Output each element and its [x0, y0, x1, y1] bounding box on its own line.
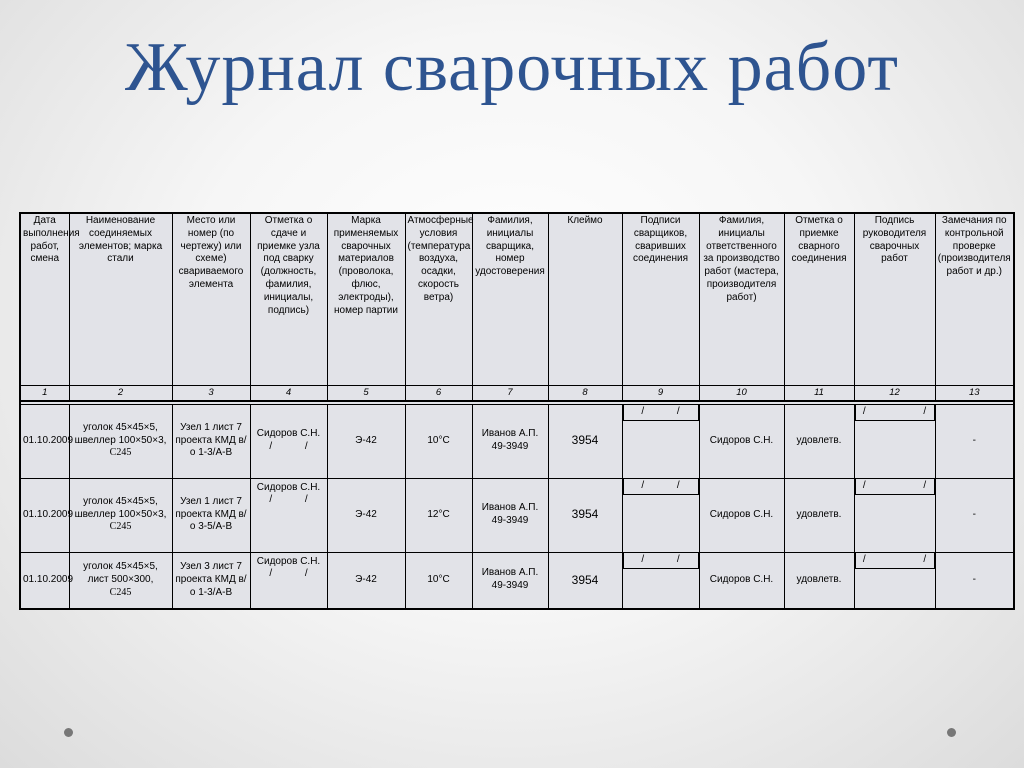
date-cell: 01.10.2009: [20, 478, 69, 552]
material-cell: Э-42: [327, 404, 405, 478]
welding-journal-table: [19, 212, 1015, 610]
material-cell: Э-42: [327, 478, 405, 552]
acceptance-cell: Сидоров С.Н. / /: [250, 404, 327, 478]
weather-cell: 12°С: [405, 478, 472, 552]
column-number-row: [20, 385, 1014, 401]
slide-dot-left: [64, 728, 73, 737]
header-row: [20, 213, 1014, 385]
steel-grade: С245: [109, 447, 132, 459]
remarks-cell: -: [935, 404, 1014, 478]
column-number: 13: [935, 385, 1014, 401]
acceptance-mark-cell: удовлетв.: [784, 478, 854, 552]
header-cell: Клеймо: [548, 213, 622, 385]
header-cell: Атмосферные условия (температура воздуха, осадки, скорость ветра): [405, 213, 472, 385]
place-cell: Узел 1 лист 7 проекта КМД в/о 1-3/А-В: [172, 404, 250, 478]
responsible-cell: Сидоров С.Н.: [699, 404, 784, 478]
place-cell: Узел 3 лист 7 проекта КМД в/о 1-3/А-В: [172, 552, 250, 609]
head-sign-cell: / /: [855, 478, 935, 495]
place-cell: Узел 1 лист 7 проекта КМД в/о 3-5/А-В: [172, 478, 250, 552]
page-title: Журнал сварочных работ: [125, 29, 899, 106]
slide-dot-right: [947, 728, 956, 737]
column-number: 11: [784, 385, 854, 401]
header-cell: Фамилия, инициалы ответственного за производство работ (мастера, производителя работ): [699, 213, 784, 385]
column-number: 12: [854, 385, 935, 401]
acceptance-cell: Сидоров С.Н. / /: [250, 478, 327, 552]
steel-grade: С245: [109, 521, 132, 533]
stamp-cell: 3954: [548, 404, 622, 478]
stamp-cell: 3954: [548, 552, 622, 609]
steel-grade: С245: [109, 586, 132, 598]
weather-cell: 10°С: [405, 404, 472, 478]
table-row: [20, 404, 1014, 478]
column-number: 10: [699, 385, 784, 401]
remarks-cell: -: [935, 552, 1014, 609]
head-sign-cell: / /: [855, 552, 935, 569]
responsible-cell: Сидоров С.Н.: [699, 478, 784, 552]
weather-cell: 10°С: [405, 552, 472, 609]
column-number: 3: [172, 385, 250, 401]
date-cell: 01.10.2009: [20, 404, 69, 478]
header-cell: Отметка о сдаче и приемке узла под сварку (должность, фамилия, инициалы, подпись): [250, 213, 327, 385]
remarks-cell: -: [935, 478, 1014, 552]
table-row: [20, 478, 1014, 552]
acceptance-mark-cell: удовлетв.: [784, 552, 854, 609]
header-cell: Фамилия, инициалы сварщика, номер удостоверения: [472, 213, 548, 385]
column-number: 7: [472, 385, 548, 401]
acceptance-cell: Сидоров С.Н. / /: [250, 552, 327, 609]
column-number: 9: [622, 385, 699, 401]
elements-cell: уголок 45×45×5, швеллер 100×50×3, С245: [69, 478, 172, 552]
header-cell: Замечания по контрольной проверке (производителя работ и др.): [935, 213, 1014, 385]
column-number: 8: [548, 385, 622, 401]
column-number: 2: [69, 385, 172, 401]
header-cell: Место или номер (по чертежу) или схеме) свариваемого элемента: [172, 213, 250, 385]
welder-sign-cell: / /: [623, 552, 699, 569]
material-cell: Э-42: [327, 552, 405, 609]
stamp-cell: 3954: [548, 478, 622, 552]
column-number: 1: [20, 385, 69, 401]
header-cell: Подпись руководителя сварочных работ: [854, 213, 935, 385]
column-number: 6: [405, 385, 472, 401]
header-cell: Подписи сварщиков, сваривших соединения: [622, 213, 699, 385]
welder-cell: Иванов А.П. 49-3949: [472, 404, 548, 478]
welder-sign-cell: / /: [623, 404, 699, 421]
column-number: 5: [327, 385, 405, 401]
date-cell: 01.10.2009: [20, 552, 69, 609]
header-cell: Дата выполнения работ, смена: [20, 213, 69, 385]
table-row: [20, 552, 1014, 609]
elements-cell: уголок 45×45×5, лист 500×300, С245: [69, 552, 172, 609]
welder-sign-cell: / /: [623, 478, 699, 495]
welder-cell: Иванов А.П. 49-3949: [472, 552, 548, 609]
acceptance-mark-cell: удовлетв.: [784, 404, 854, 478]
header-cell: Наименование соединяемых элементов; марка стали: [69, 213, 172, 385]
welder-cell: Иванов А.П. 49-3949: [472, 478, 548, 552]
header-cell: Отметка о приемке сварного соединения: [784, 213, 854, 385]
responsible-cell: Сидоров С.Н.: [699, 552, 784, 609]
elements-cell: уголок 45×45×5, швеллер 100×50×3, С245: [69, 404, 172, 478]
header-cell: Марка применяемых сварочных материалов (проволока, флюс, электроды), номер партии: [327, 213, 405, 385]
head-sign-cell: / /: [855, 404, 935, 421]
column-number: 4: [250, 385, 327, 401]
